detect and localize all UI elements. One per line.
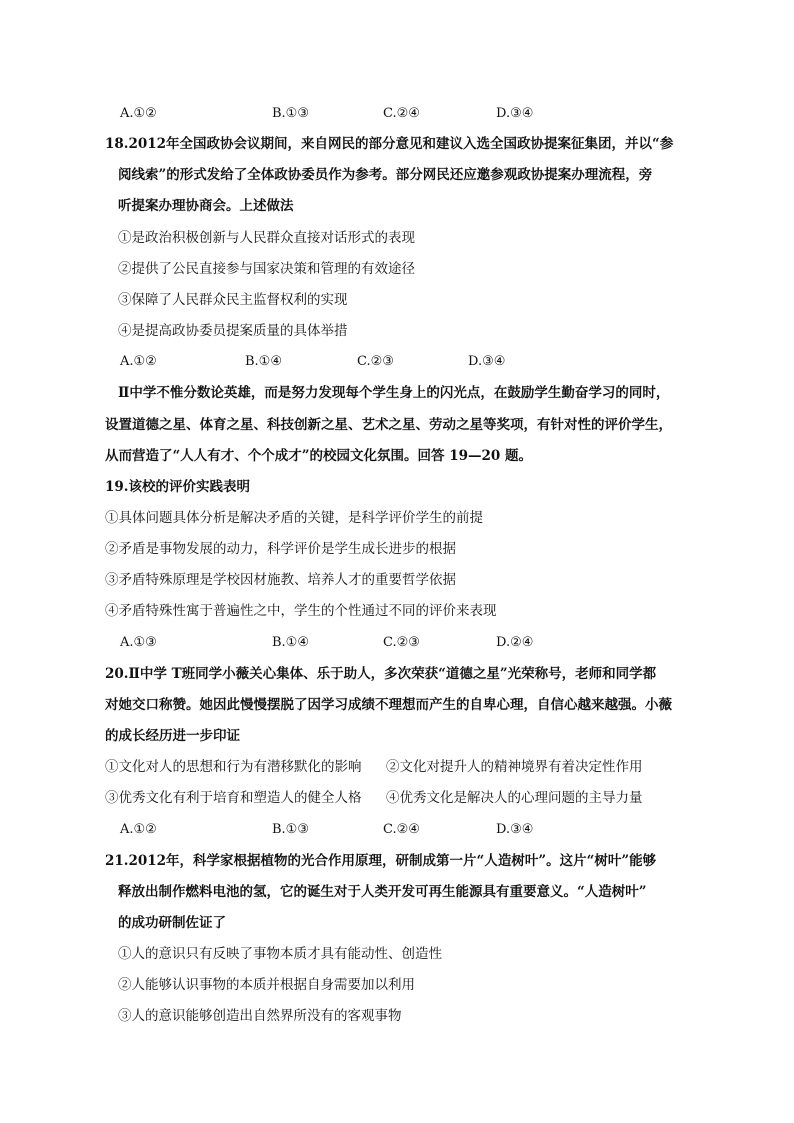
option-a: A.①③	[120, 635, 157, 650]
option-b: B.①③	[272, 822, 309, 837]
q21-stem-line-3: 的成功研制佐证了	[118, 915, 226, 931]
q21-stem-line-2: 释放出制作燃料电池的氢，它的诞生对于人类开发可再生能源具有重要意义。“人造树叶”	[118, 884, 647, 900]
option-b: B.①④	[272, 635, 309, 650]
q18-stem-line-3: 听提案办理协商会。上述做法	[118, 198, 294, 214]
q21-stem-line-1: 21.2012年，科学家根据植物的光合作用原理，研制成第一片“人造树叶”。这片“树叶”能够	[105, 853, 657, 869]
q20-statement-3: ③优秀文化有利于培育和塑造人的健全人格	[105, 790, 362, 806]
q19-stem: 19.该校的评价实践表明	[105, 479, 250, 495]
q19-statement-4: ④矛盾特殊性寓于普遍性之中，学生的个性通过不同的评价来表现	[105, 603, 497, 619]
option-c: C.②③	[357, 354, 394, 369]
material-line-3: 从而营造了“人人有才、个个成才”的校园文化氛围。回答 19—20 题。	[105, 448, 533, 464]
q19-statement-1: ①具体问题具体分析是解决矛盾的关键，是科学评价学生的前提	[105, 510, 483, 526]
q18-statement-3: ③保障了人民群众民主监督权利的实现	[118, 292, 348, 308]
q19-statement-3: ③矛盾特殊原理是学校因材施教、培养人才的重要哲学依据	[105, 572, 456, 588]
q20-stem-line-1: 20.Ⅱ中学 T班同学小薇关心集体、乐于助人，多次荣获“道德之星”光荣称号，老师和同学都	[105, 666, 657, 682]
option-a: A.①②	[120, 106, 157, 121]
q18-statement-4: ④是提高政协委员提案质量的具体举措	[118, 323, 348, 339]
material-line-1: Ⅱ中学不惟分数论英雄，而是努力发现每个学生身上的闪光点，在鼓励学生勤奋学习的同时，	[118, 385, 670, 401]
q21-statement-3: ③人的意识能够创造出自然界所没有的客观事物	[118, 1008, 402, 1024]
q18-statement-2: ②提供了公民直接参与国家决策和管理的有效途径	[118, 261, 415, 277]
option-c: C.②④	[383, 106, 420, 121]
option-b: B.①④	[245, 354, 282, 369]
q20-stem-line-3: 的成长经历进一步印证	[105, 728, 240, 744]
option-a: A.①②	[120, 354, 157, 369]
q20-statement-2: ②文化对提升人的精神境界有着决定性作用	[386, 759, 643, 775]
q18-stem-line-2: 阅线索”的形式发给了全体政协委员作为参考。部分网民还应邀参观政协提案办理流程，旁	[118, 167, 653, 183]
q20-stem-line-2: 对她交口称赞。她因此慢慢摆脱了因学习成绩不理想而产生的自卑心理，自信心越来越强。小薇	[105, 697, 672, 713]
option-a: A.①②	[120, 822, 157, 837]
q20-statement-4: ④优秀文化是解决人的心理问题的主导力量	[386, 790, 643, 806]
option-d: D.③④	[468, 354, 506, 369]
q21-statement-1: ①人的意识只有反映了事物本质才具有能动性、创造性	[118, 946, 442, 962]
option-c: C.②③	[383, 635, 420, 650]
option-c: C.②④	[383, 822, 420, 837]
option-b: B.①③	[272, 106, 309, 121]
q19-statement-2: ②矛盾是事物发展的动力，科学评价是学生成长进步的根据	[105, 541, 456, 557]
option-d: D.③④	[496, 822, 534, 837]
q20-statement-1: ①文化对人的思想和行为有潜移默化的影响	[105, 759, 362, 775]
q18-statement-1: ①是政治积极创新与人民群众直接对话形式的表现	[118, 230, 415, 246]
q21-statement-2: ②人能够认识事物的本质并根据自身需要加以利用	[118, 977, 415, 993]
option-d: D.②④	[496, 635, 534, 650]
material-line-2: 设置道德之星、体育之星、科技创新之星、艺术之星、劳动之星等奖项，有针对性的评价学生，	[105, 417, 672, 433]
option-d: D.③④	[496, 106, 534, 121]
q18-stem-line-1: 18.2012年全国政协会议期间，来自网民的部分意见和建议入选全国政协提案征集团，并以“参	[105, 136, 674, 152]
